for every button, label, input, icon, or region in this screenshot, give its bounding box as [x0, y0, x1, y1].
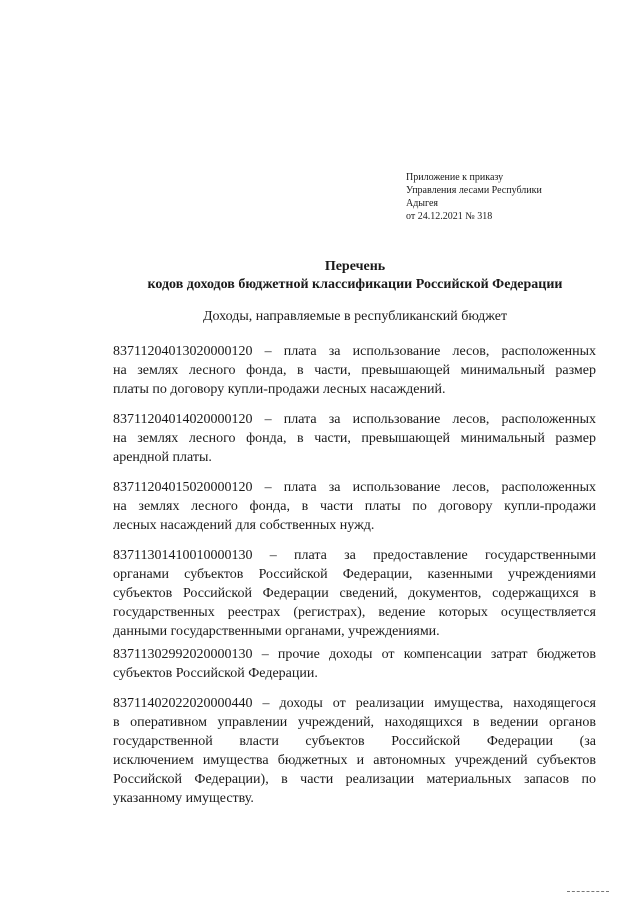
- entry-line: 83711302992020000130 – прочие доходы от компенсации затрат бюджетов: [113, 647, 596, 662]
- appendix-header: [406, 171, 606, 223]
- appendix-line-2: Управления лесами Республики: [406, 185, 542, 196]
- entry-line: платы по договору купли-продажи лесных насаждений.: [113, 382, 446, 397]
- title-line-2: кодов доходов бюджетной классификации Российской Федерации: [147, 277, 563, 292]
- footer-dashed-mark: [567, 891, 609, 892]
- entry-line: в оперативном управлении учреждений, находящихся в ведении органов: [113, 715, 596, 730]
- entry-line: указанному имуществу.: [113, 791, 254, 806]
- list-item: [113, 342, 596, 399]
- entry-line: Российской Федерации), в части реализации материальных запасов по: [113, 772, 596, 787]
- appendix-line-4: от 24.12.2021 № 318: [406, 211, 493, 222]
- entry-line: 83711204014020000120 – плата за использование лесов, расположенных: [113, 412, 596, 427]
- entry-line: 83711301410010000130 – плата за предоставление государственными: [113, 548, 596, 563]
- appendix-line-3: Адыгея: [406, 198, 439, 209]
- entry-line: 83711402022020000440 – доходы от реализации имущества, находящегося: [113, 696, 596, 711]
- appendix-line-1: Приложение к приказу: [406, 172, 504, 183]
- entry-line: исключением имущества бюджетных и автономных учреждений субъектов: [113, 753, 596, 768]
- entry-line: государственных реестрах (регистрах), ведение которых осуществляется: [113, 605, 596, 620]
- entry-line: государственной власти субъектов Российской Федерации (за: [113, 734, 596, 749]
- entry-line: лесных насаждений для собственных нужд.: [113, 518, 375, 533]
- entry-line: субъектов Российской Федерации сведений, документов, содержащихся в: [113, 586, 596, 601]
- list-item: [113, 645, 596, 683]
- entry-line: 83711204013020000120 – плата за использование лесов, расположенных: [113, 344, 596, 359]
- entry-line: на землях лесного фонда, в части, превышающей минимальный размер: [113, 431, 596, 446]
- list-item: [113, 410, 596, 467]
- entry-line: на землях лесного фонда, в части, превышающей минимальный размер: [113, 363, 596, 378]
- section-subtitle: Доходы, направляемые в республиканский бюджет: [202, 309, 508, 324]
- list-item: [113, 694, 596, 808]
- title-line-1: Перечень: [324, 259, 386, 274]
- document-title: [110, 258, 600, 294]
- entry-line: субъектов Российской Федерации.: [113, 666, 318, 681]
- entry-line: арендной платы.: [113, 450, 212, 465]
- entry-line: данными государственными органами, учреждениями.: [113, 624, 440, 639]
- list-item: [113, 546, 596, 641]
- list-item: [113, 478, 596, 535]
- entry-line: 83711204015020000120 – плата за использование лесов, расположенных: [113, 480, 596, 495]
- entry-line: на землях лесного фонда, в части платы по договору купли-продажи: [113, 499, 596, 514]
- entry-line: органами субъектов Российской Федерации, казенными учреждениями: [113, 567, 596, 582]
